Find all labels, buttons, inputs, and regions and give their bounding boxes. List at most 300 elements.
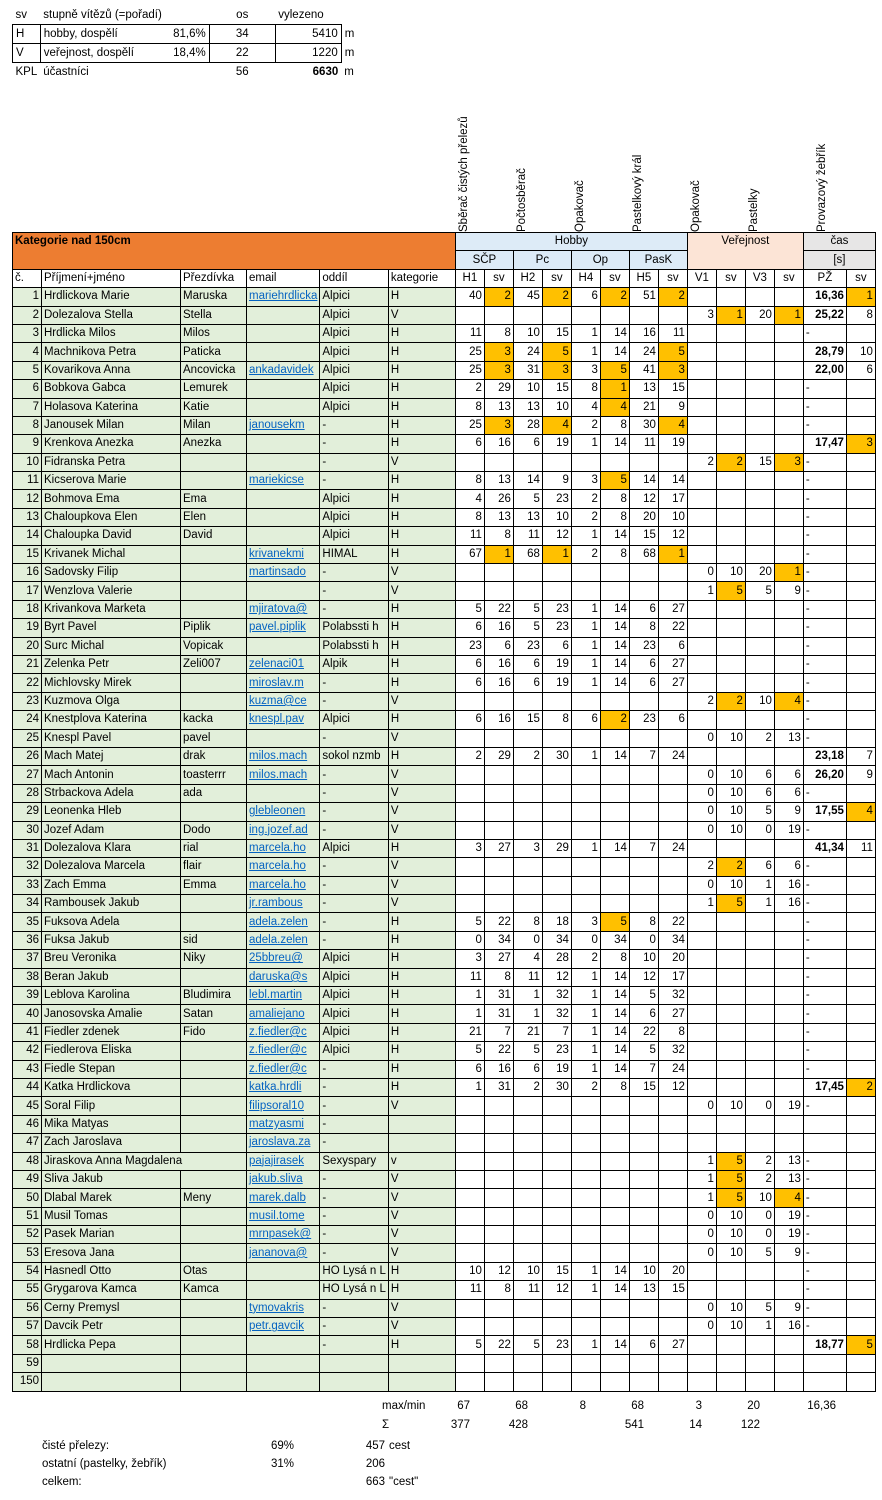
table-row — [13, 1023, 876, 1041]
score-cell — [745, 1060, 774, 1078]
column-header[interactable]: V1 — [687, 269, 716, 287]
rank-cell — [658, 858, 687, 876]
email-link[interactable]: petr.gavcik — [247, 1318, 320, 1336]
rank-cell: 27 — [658, 655, 687, 673]
email-link[interactable]: musil.tome — [247, 1207, 320, 1225]
rank-cell — [658, 784, 687, 802]
rank-cell: 5 — [716, 582, 745, 600]
club: Alpici — [320, 306, 389, 324]
rank-cell — [658, 766, 687, 784]
column-header[interactable]: kategorie — [388, 269, 455, 287]
column-header[interactable]: email — [247, 269, 320, 287]
rank-cell: 8 — [542, 711, 571, 729]
score-cell: 1 — [455, 987, 484, 1005]
rank-cell — [600, 306, 629, 324]
time-cell: - — [803, 1281, 846, 1299]
rank-cell — [846, 398, 875, 416]
summary-table — [12, 6, 358, 81]
score-cell: 13 — [513, 508, 542, 526]
rank-cell: 12 — [484, 1262, 513, 1280]
email-link[interactable]: mjiratova@ — [247, 600, 320, 618]
email-link[interactable]: marcela.ho — [247, 839, 320, 857]
email-link[interactable]: zelenaci01 — [247, 655, 320, 673]
score-cell: 5 — [513, 600, 542, 618]
rank-cell — [716, 747, 745, 765]
score-cell: 67 — [455, 545, 484, 563]
rank-cell — [774, 324, 803, 342]
score-cell — [629, 1134, 658, 1152]
rank-cell: 3 — [484, 343, 513, 361]
time-cell: - — [803, 674, 846, 692]
rank-cell — [658, 1189, 687, 1207]
email-link[interactable]: mrnpasek@ — [247, 1226, 320, 1244]
row-number: 54 — [13, 1262, 42, 1280]
email-link[interactable]: jananova@ — [247, 1244, 320, 1262]
score-cell — [745, 1078, 774, 1096]
rank-cell — [716, 637, 745, 655]
rank-cell: 2 — [846, 1078, 875, 1096]
club: Polabssti h — [320, 637, 389, 655]
email-link[interactable]: miroslav.m — [247, 674, 320, 692]
score-cell: 5 — [745, 1244, 774, 1262]
score-cell — [745, 913, 774, 931]
rank-cell — [716, 1281, 745, 1299]
score-cell: 1 — [571, 1005, 600, 1023]
nickname: Ema — [181, 490, 247, 508]
row-number: 55 — [13, 1281, 42, 1299]
score-cell — [513, 876, 542, 894]
category: H — [388, 1042, 455, 1060]
email-link[interactable]: milos.mach — [247, 766, 320, 784]
nickname — [181, 1134, 247, 1152]
email-link[interactable]: jr.rambous — [247, 895, 320, 913]
vertical-header: Opakovač — [574, 180, 586, 232]
club: - — [320, 692, 389, 710]
email-link[interactable]: pavel.piplik — [247, 619, 320, 637]
row-number: 34 — [13, 895, 42, 913]
rank-cell: 8 — [484, 527, 513, 545]
score-cell — [513, 1354, 542, 1372]
rank-cell — [658, 876, 687, 894]
email-link[interactable]: krivanekmi — [247, 545, 320, 563]
score-cell — [687, 1134, 716, 1152]
rank-cell: 6 — [658, 637, 687, 655]
email-link — [247, 1373, 320, 1391]
time-cell: 26,20 — [803, 766, 846, 784]
table-row — [13, 987, 876, 1005]
rank-cell — [846, 968, 875, 986]
row-number: 13 — [13, 508, 42, 526]
rank-cell: 16 — [774, 895, 803, 913]
score-cell: 20 — [745, 306, 774, 324]
score-cell: 8 — [455, 398, 484, 416]
table-row — [13, 1207, 876, 1225]
score-cell — [687, 1336, 716, 1354]
sum-value: 14 — [689, 1419, 702, 1431]
rank-cell — [542, 1134, 571, 1152]
vertical-header: Provazový žebřík — [816, 143, 828, 232]
rank-cell — [846, 950, 875, 968]
time-cell: - — [803, 821, 846, 839]
rank-cell: 10 — [716, 1244, 745, 1262]
footer-unit — [387, 1455, 420, 1473]
score-cell — [629, 766, 658, 784]
column-header[interactable]: H4 — [571, 269, 600, 287]
score-cell — [513, 1189, 542, 1207]
score-cell — [687, 747, 716, 765]
nickname — [181, 600, 247, 618]
score-cell: 11 — [513, 968, 542, 986]
email-link — [247, 1281, 320, 1299]
column-header[interactable]: H5 — [629, 269, 658, 287]
rank-cell: 22 — [658, 913, 687, 931]
score-cell — [629, 1097, 658, 1115]
score-cell — [455, 729, 484, 747]
footer-value: 457 — [365, 1440, 385, 1452]
table-row — [13, 931, 876, 949]
category: V — [388, 582, 455, 600]
rank-cell — [484, 729, 513, 747]
column-header[interactable]: sv — [542, 269, 571, 287]
score-cell — [629, 1115, 658, 1133]
participant-name: Musil Tomas — [42, 1207, 181, 1225]
column-header[interactable]: H1 — [455, 269, 484, 287]
category: H — [388, 747, 455, 765]
club: - — [320, 472, 389, 490]
rank-cell: 14 — [600, 435, 629, 453]
rank-cell — [846, 692, 875, 710]
score-cell — [629, 453, 658, 471]
time-cell: - — [803, 987, 846, 1005]
score-cell — [687, 1262, 716, 1280]
score-cell: 14 — [513, 472, 542, 490]
rank-cell: 5 — [716, 1152, 745, 1170]
participant-name: Zach Jaroslava — [42, 1134, 181, 1152]
rank-cell — [774, 987, 803, 1005]
table-row — [13, 545, 876, 563]
column-header[interactable]: PŽ — [803, 269, 846, 287]
column-header[interactable]: H2 — [513, 269, 542, 287]
time-cell: 17,45 — [803, 1078, 846, 1096]
footer-value: 206 — [365, 1458, 385, 1470]
rank-cell: 4 — [774, 1189, 803, 1207]
table-row — [13, 1097, 876, 1115]
email-link[interactable]: z.fiedler@c — [247, 1023, 320, 1041]
rank-cell — [774, 968, 803, 986]
email-link[interactable]: katka.hrdli — [247, 1078, 320, 1096]
table-row — [13, 1336, 876, 1354]
email-link[interactable]: ankadavidek — [247, 361, 320, 379]
category: H — [388, 490, 455, 508]
vertical-header: Pastelkový král — [632, 154, 644, 232]
score-cell — [513, 582, 542, 600]
rank-cell — [600, 1115, 629, 1133]
table-row — [13, 821, 876, 839]
score-cell: 1 — [571, 839, 600, 857]
rank-cell: 17 — [658, 968, 687, 986]
row-number: 19 — [13, 619, 42, 637]
category: H — [388, 527, 455, 545]
rank-cell: 9 — [846, 766, 875, 784]
time-cell: 18,77 — [803, 1336, 846, 1354]
score-cell: 6 — [455, 435, 484, 453]
club: - — [320, 858, 389, 876]
score-cell: 1 — [571, 968, 600, 986]
rank-cell — [658, 1207, 687, 1225]
email-link[interactable]: filipsoral10 — [247, 1097, 320, 1115]
row-number: 26 — [13, 747, 42, 765]
email-link[interactable]: daruska@s — [247, 968, 320, 986]
score-cell: 4 — [513, 950, 542, 968]
rank-cell: 13 — [484, 508, 513, 526]
vertical-header: Počtosběrač — [516, 168, 528, 232]
row-number: 21 — [13, 655, 42, 673]
score-cell — [513, 1097, 542, 1115]
score-cell: 1 — [455, 1078, 484, 1096]
rank-cell: 14 — [600, 1060, 629, 1078]
score-cell: 0 — [687, 729, 716, 747]
summary-row-total — [13, 63, 358, 82]
row-number: 4 — [13, 343, 42, 361]
rank-cell: 22 — [658, 619, 687, 637]
time-cell: - — [803, 913, 846, 931]
rank-cell — [774, 1262, 803, 1280]
club: Polabssti h — [320, 619, 389, 637]
column-header[interactable]: Příjmení+jméno — [42, 269, 181, 287]
rank-cell — [846, 876, 875, 894]
nickname — [181, 453, 247, 471]
rank-cell — [846, 416, 875, 434]
email-link[interactable]: tymovakris — [247, 1299, 320, 1317]
rank-cell — [658, 1318, 687, 1336]
rank-cell — [716, 416, 745, 434]
score-cell: 2 — [571, 508, 600, 526]
email-link[interactable]: adela.zelen — [247, 913, 320, 931]
rank-cell — [716, 1373, 745, 1391]
email-link[interactable]: mariekicse — [247, 472, 320, 490]
category: V — [388, 821, 455, 839]
rank-cell — [600, 1373, 629, 1391]
score-cell — [571, 1373, 600, 1391]
email-link[interactable]: martinsado — [247, 564, 320, 582]
rank-cell: 14 — [600, 655, 629, 673]
score-cell — [687, 931, 716, 949]
summary-unit: m — [344, 65, 354, 78]
nickname — [181, 564, 247, 582]
email-link[interactable]: lebl.martin — [247, 987, 320, 1005]
column-header[interactable]: sv — [600, 269, 629, 287]
score-cell: 23 — [629, 637, 658, 655]
column-header[interactable]: sv — [846, 269, 875, 287]
score-cell — [745, 674, 774, 692]
email-link[interactable]: 25bbreu@ — [247, 950, 320, 968]
score-cell: 8 — [629, 619, 658, 637]
participant-name: Zelenka Petr — [42, 655, 181, 673]
email-link[interactable]: adela.zelen — [247, 931, 320, 949]
maxmin-value: 8 — [579, 1400, 586, 1412]
score-cell: 23 — [513, 637, 542, 655]
email-link[interactable]: kuzma@ce — [247, 692, 320, 710]
email-link[interactable]: pajajirasek — [247, 1152, 320, 1170]
score-cell — [513, 1318, 542, 1336]
email-link[interactable]: janousekm — [247, 416, 320, 434]
summary-unit: m — [344, 28, 355, 40]
score-cell: 23 — [629, 711, 658, 729]
email-link[interactable]: amaliejano — [247, 1005, 320, 1023]
rank-cell: 14 — [600, 527, 629, 545]
rank-cell — [542, 453, 571, 471]
nickname: Anezka — [181, 435, 247, 453]
rank-cell: 12 — [542, 968, 571, 986]
nickname: Milos — [181, 324, 247, 342]
column-header[interactable]: sv — [716, 269, 745, 287]
table-row — [13, 1318, 876, 1336]
score-cell — [455, 1097, 484, 1115]
rank-cell: 10 — [716, 784, 745, 802]
email-link[interactable]: marek.dalb — [247, 1189, 320, 1207]
club: Alpici — [320, 1005, 389, 1023]
score-cell: 3 — [455, 839, 484, 857]
rank-cell — [846, 821, 875, 839]
rank-cell — [542, 1189, 571, 1207]
category: H — [388, 1336, 455, 1354]
score-cell — [513, 766, 542, 784]
email-link[interactable]: z.fiedler@c — [247, 1060, 320, 1078]
rank-cell: 10 — [716, 803, 745, 821]
summary-header-climbed: vylezeno — [278, 9, 324, 21]
score-cell — [571, 453, 600, 471]
email-link[interactable]: jakub.sliva — [247, 1170, 320, 1188]
email-link[interactable]: ing.jozef.ad — [247, 821, 320, 839]
score-cell: 1 — [571, 1060, 600, 1078]
score-cell: 3 — [455, 950, 484, 968]
rank-cell: 8 — [600, 545, 629, 563]
category: H — [388, 416, 455, 434]
column-header[interactable]: oddíl — [320, 269, 389, 287]
rank-cell — [542, 729, 571, 747]
footer-label: čisté přelezy: — [42, 1440, 110, 1452]
rank-cell — [774, 637, 803, 655]
score-cell — [571, 306, 600, 324]
participant-name: Davcik Petr — [42, 1318, 181, 1336]
email-link[interactable]: jaroslava.za — [247, 1134, 320, 1152]
score-cell: 23 — [455, 637, 484, 655]
email-link — [247, 490, 320, 508]
rank-cell — [774, 600, 803, 618]
score-cell — [629, 1244, 658, 1262]
email-link[interactable]: knespl.pav — [247, 711, 320, 729]
email-link — [247, 637, 320, 655]
column-header[interactable]: Přezdívka — [181, 269, 247, 287]
rank-cell: 14 — [600, 747, 629, 765]
score-cell — [687, 968, 716, 986]
column-header[interactable]: V3 — [745, 269, 774, 287]
table-row — [13, 1134, 876, 1152]
email-link[interactable]: z.fiedler@c — [247, 1042, 320, 1060]
maxmin-value: 68 — [515, 1400, 528, 1412]
time-cell: - — [803, 1299, 846, 1317]
rank-cell — [716, 435, 745, 453]
score-cell: 2 — [455, 747, 484, 765]
time-cell: - — [803, 968, 846, 986]
rank-cell — [774, 361, 803, 379]
rank-cell — [600, 1244, 629, 1262]
email-link — [247, 1354, 320, 1372]
score-cell: 7 — [629, 839, 658, 857]
score-cell: 28 — [513, 416, 542, 434]
score-cell: 0 — [687, 766, 716, 784]
email-link — [247, 306, 320, 324]
score-cell — [687, 1354, 716, 1372]
email-link[interactable]: glebleonen — [247, 803, 320, 821]
sum-label: Σ — [382, 1419, 390, 1431]
rank-cell — [484, 876, 513, 894]
table-row — [13, 1354, 876, 1372]
score-cell: 6 — [455, 655, 484, 673]
rank-cell: 5 — [600, 472, 629, 490]
time-cell: - — [803, 729, 846, 747]
category: H — [388, 1262, 455, 1280]
row-number: 39 — [13, 987, 42, 1005]
column-header[interactable]: sv — [484, 269, 513, 287]
time-cell: - — [803, 490, 846, 508]
score-cell — [629, 729, 658, 747]
row-number: 28 — [13, 784, 42, 802]
rank-cell: 32 — [542, 987, 571, 1005]
rank-cell — [716, 968, 745, 986]
score-cell — [687, 490, 716, 508]
score-cell — [687, 343, 716, 361]
row-number: 52 — [13, 1226, 42, 1244]
email-link[interactable]: marcela.ho — [247, 858, 320, 876]
rank-cell: 10 — [716, 564, 745, 582]
time-cell: - — [803, 1023, 846, 1041]
email-link — [247, 508, 320, 526]
column-header[interactable]: sv — [774, 269, 803, 287]
score-cell: 0 — [687, 1207, 716, 1225]
rank-cell — [658, 821, 687, 839]
score-cell: 0 — [687, 1097, 716, 1115]
email-link — [247, 1262, 320, 1280]
email-link[interactable]: milos.mach — [247, 747, 320, 765]
score-cell: 5 — [513, 490, 542, 508]
rank-cell — [846, 931, 875, 949]
email-link[interactable]: marcela.ho — [247, 876, 320, 894]
score-cell — [455, 582, 484, 600]
email-link[interactable]: mariehrdlicka — [247, 288, 320, 306]
time-cell: - — [803, 876, 846, 894]
table-row — [13, 950, 876, 968]
column-header[interactable]: č. — [13, 269, 42, 287]
score-cell — [745, 508, 774, 526]
nickname: Otas — [181, 1262, 247, 1280]
rank-cell: 22 — [484, 1042, 513, 1060]
club: Alpici — [320, 508, 389, 526]
rank-cell — [716, 1078, 745, 1096]
email-link[interactable]: matzyasmi — [247, 1115, 320, 1133]
column-header[interactable]: sv — [658, 269, 687, 287]
rank-cell — [600, 784, 629, 802]
summary-header-desc: stupně vítězů (=pořadí) — [43, 9, 162, 21]
score-cell — [455, 564, 484, 582]
rank-cell: 13 — [774, 729, 803, 747]
score-cell: 1 — [571, 435, 600, 453]
category: V — [388, 1170, 455, 1188]
nickname — [181, 1042, 247, 1060]
rank-cell: 14 — [600, 637, 629, 655]
email-link — [247, 582, 320, 600]
score-cell: 8 — [571, 380, 600, 398]
